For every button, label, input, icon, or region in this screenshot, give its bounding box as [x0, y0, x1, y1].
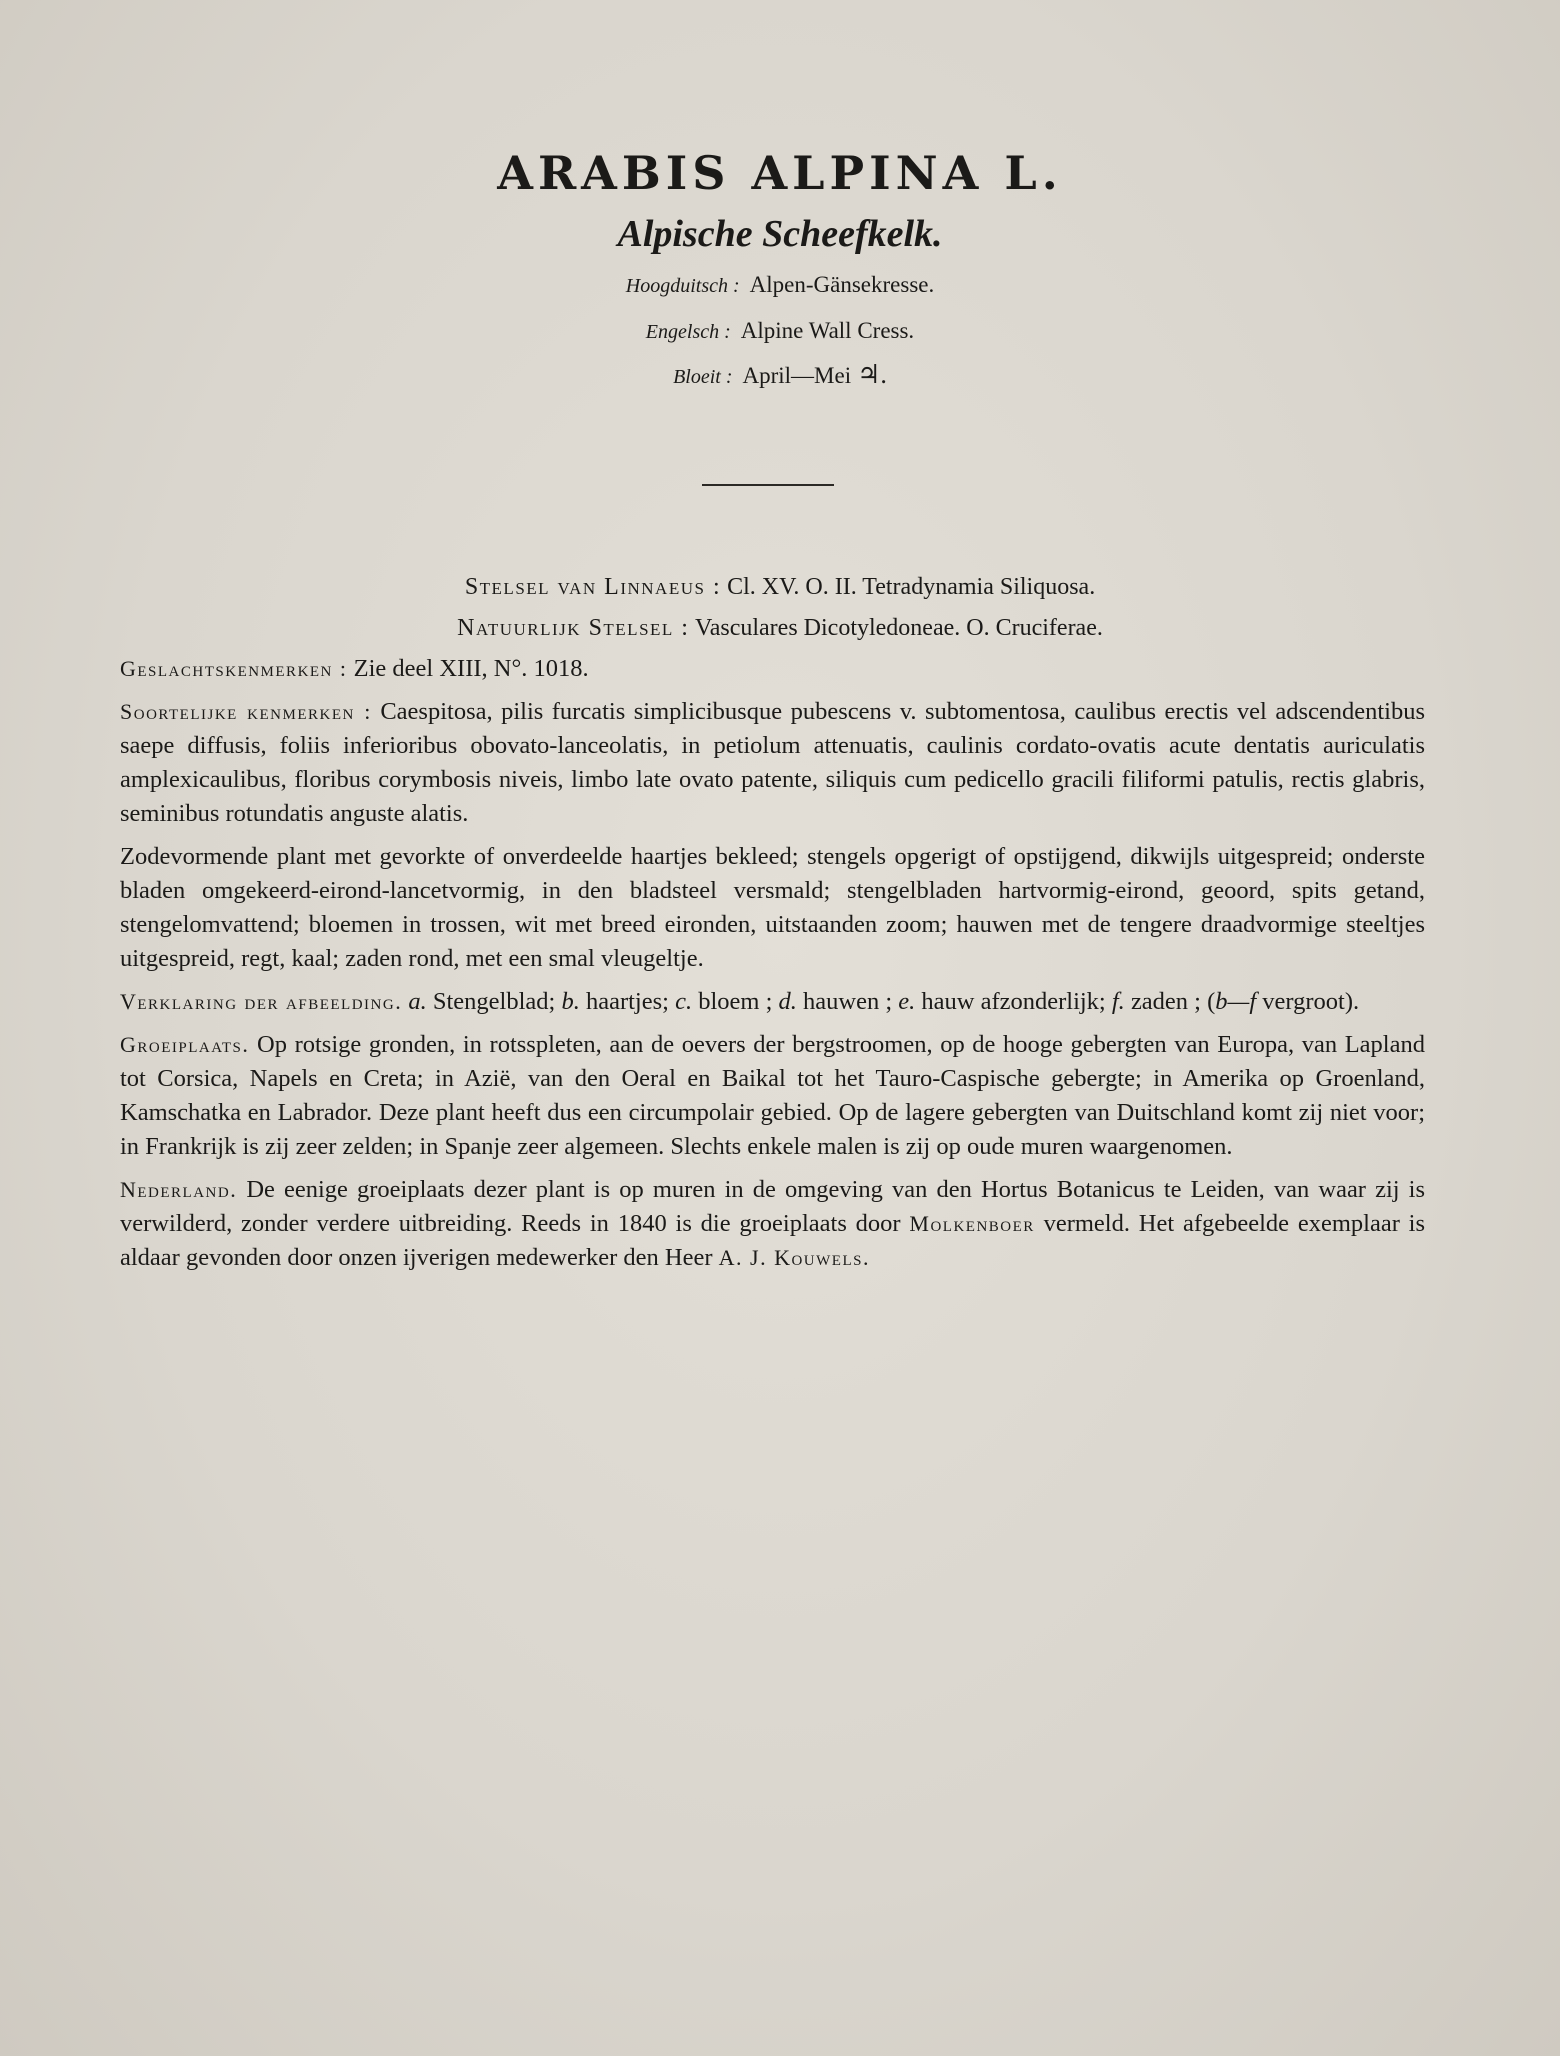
figure-b-letter: b.: [561, 988, 580, 1015]
netherlands-paragraph: [120, 1173, 1425, 1275]
species-paragraph: [120, 695, 1425, 831]
netherlands-name-2: A. J. Kouwels.: [718, 1245, 870, 1270]
german-value: Alpen-Gänsekresse.: [749, 272, 935, 297]
natural-system-line: [0, 615, 1560, 642]
figure-f-text: zaden ;: [1130, 988, 1201, 1015]
linnaeus-value: Cl. XV. O. II. Tetradynamia Siliquosa.: [727, 574, 1096, 600]
netherlands-text-2: vermeld. Het afgebeelde exemplaar is aldaar gevonden door onzen ijverigen medewerker den Heer: [120, 1210, 1426, 1271]
bloom-value: April—Mei: [742, 363, 852, 388]
divider-rule: [702, 484, 834, 486]
figure-paragraph: [120, 985, 1425, 1019]
german-name-line: [0, 272, 1560, 298]
description-paragraph: Zodevormende plant met gevorkte of onverdeelde haartjes bekleed; stengels opgerigt of opstijgend, dikwijls uitgespreid; onderste bladen omgekeerd-eirond-lancetvormig, in den bladsteel versmald; stengelbladen hartvormig-eirond, geoord, spits getand, stengelomvattend; bloemen in trossen, wit met breed eironden, uitstaanden zoom; hauwen met de tengere draadvormige steeltjes uitgespreid, regt, kaal; zaden rond, met een smal vleugeltje.: [120, 843, 1425, 972]
habitat-label: Groeiplaats.: [120, 1032, 250, 1057]
figure-d-text: hauwen ;: [803, 988, 893, 1015]
bloom-label: Bloeit :: [673, 366, 733, 388]
species-value: Caespitosa, pilis furcatis simplicibusque pubescens v. subtomentosa, caulibus erectis vel adscendentibus saepe diffusis, foliis inferioribus obovato-lanceolatis, in petiolum attenuatis, caulinis cordato-ovatis acute dentatis auriculatis amplexicaulibus, floribus corymbosis niveis, limbo late ovato patente, siliquis cum pedicello gracili filiformi patulis, rectis glabris, seminibus rotundatis anguste alatis.: [120, 698, 1426, 827]
bloom-line: [0, 360, 1560, 390]
english-value: Alpine Wall Cress.: [740, 318, 915, 343]
english-label: Engelsch :: [645, 321, 731, 343]
dutch-name: Alpische Scheefkelk.: [617, 213, 943, 255]
figure-e-letter: e.: [898, 988, 916, 1015]
figure-range-letters: b—f: [1215, 988, 1257, 1015]
figure-a-letter: a.: [408, 988, 427, 1015]
figure-f-letter: f.: [1111, 988, 1125, 1015]
genus-label: Geslachtskenmerken :: [120, 656, 348, 681]
habitat-value: Op rotsige gronden, in rotsspleten, aan de oevers der bergstroomen, op de hooge gebergten van Europa, van Lapland tot Corsica, Napels en Creta; in Azië, van den Oeral en Baikal tot het Tauro-Caspische gebergte; in Amerika op Groenland, Kamschatka en Labrador. Deze plant heeft dus een circumpolair gebied. Op de lagere gebergten van Duitschland komt zij niet voor; in Frankrijk is zij zeer zelden; in Spanje zeer algemeen. Slechts enkele malen is zij op oude muren waargenomen.: [120, 1031, 1425, 1160]
habitat-paragraph: [120, 1028, 1425, 1164]
perennial-symbol: ♃.: [857, 360, 887, 389]
german-label: Hoogduitsch :: [625, 275, 740, 297]
english-name-line: [0, 318, 1560, 344]
species-label: Soortelijke kenmerken :: [120, 699, 372, 724]
species-title: ARABIS ALPINA L.: [497, 146, 1063, 200]
figure-b-text: haartjes;: [585, 988, 669, 1015]
netherlands-text-1: De eenige groeiplaats dezer plant is op muren in de omgeving van den Hortus Botanicus te Leiden, van waar zij is verwilderd, zonder verdere uitbreiding. Reeds in 1840 is die groeiplaats door: [120, 1176, 1426, 1237]
genus-paragraph: [120, 652, 1425, 686]
figure-label: Verklaring der afbeelding.: [120, 989, 403, 1014]
body-text: [120, 652, 1425, 1284]
linnaeus-system-line: [0, 574, 1560, 601]
netherlands-label: Nederland.: [120, 1177, 238, 1202]
figure-range-text: vergroot).: [1262, 988, 1360, 1015]
figure-c-letter: c.: [675, 988, 693, 1015]
genus-value: Zie deel XIII, N°. 1018.: [353, 655, 589, 682]
netherlands-name-1: Molkenboer: [909, 1211, 1035, 1236]
linnaeus-label: Stelsel van Linnaeus :: [464, 574, 722, 600]
figure-c-text: bloem ;: [698, 988, 773, 1015]
natural-value: Vasculares Dicotyledoneae. O. Cruciferae.: [695, 615, 1103, 641]
figure-e-text: hauw afzonderlijk;: [921, 988, 1106, 1015]
natural-label: Natuurlijk Stelsel :: [457, 615, 690, 641]
figure-range-open: (: [1207, 988, 1216, 1015]
figure-a-text: Stengelblad;: [432, 988, 556, 1015]
figure-d-letter: d.: [778, 988, 797, 1015]
